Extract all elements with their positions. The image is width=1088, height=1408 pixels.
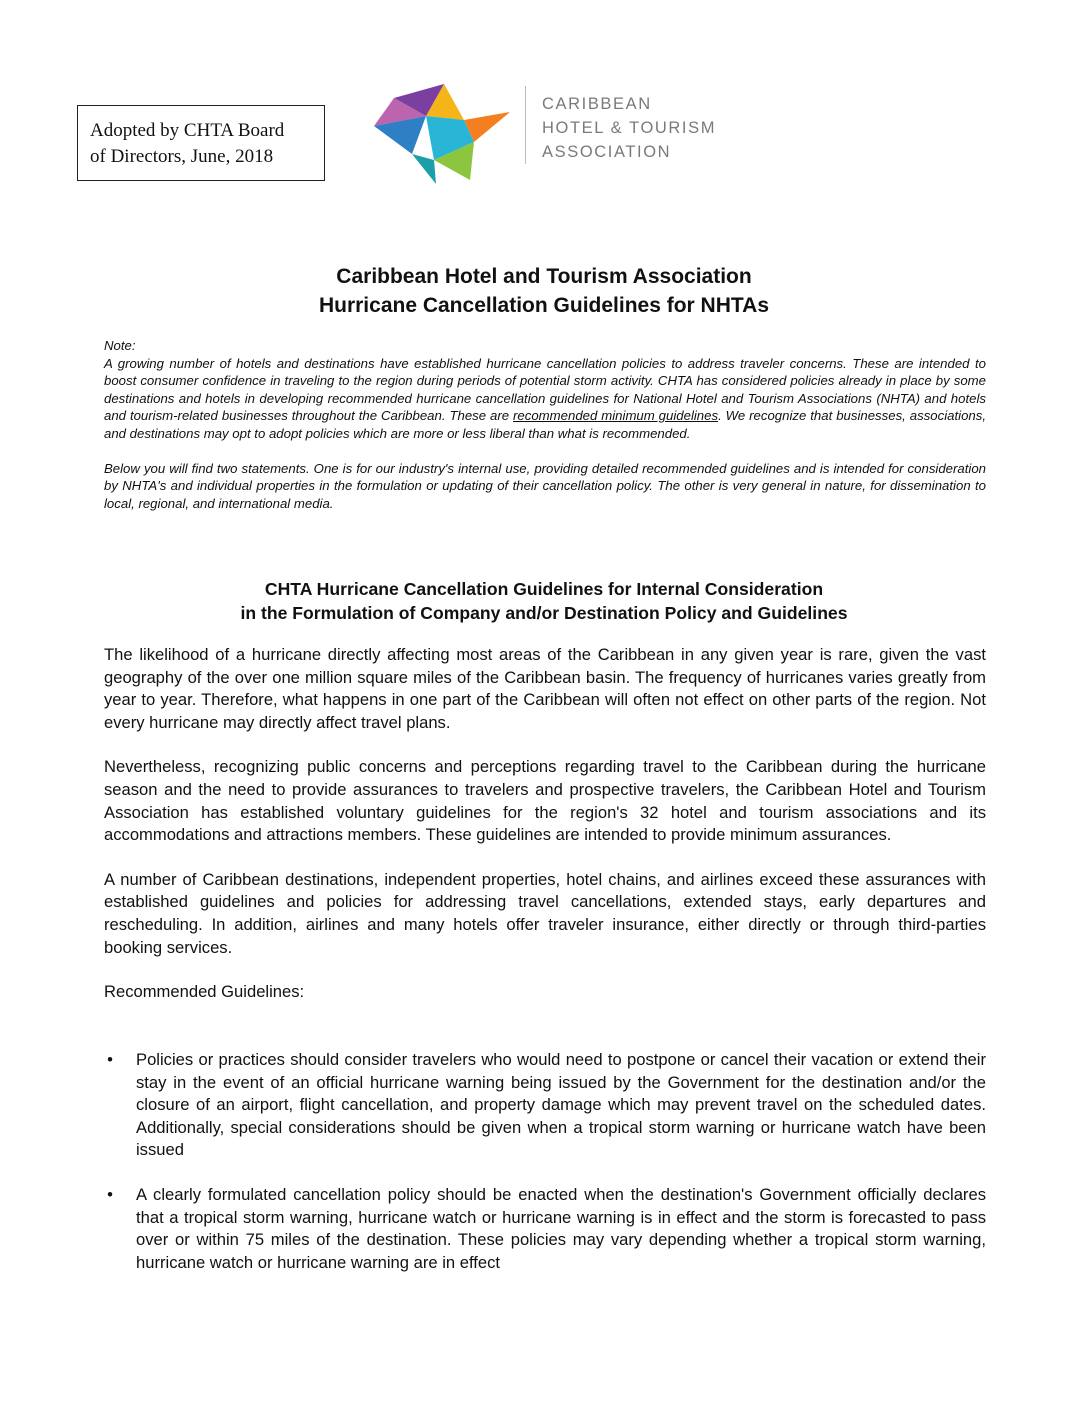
section-body (104, 644, 986, 1026)
logo-wordmark (542, 92, 716, 164)
note-paragraph-1-end: . We recognize that businesses, associations, and destinations may opt to adopt policies which are more or less liberal than what is recommended. (104, 408, 987, 441)
list-item (104, 1184, 986, 1274)
logo-divider (525, 86, 526, 164)
adoption-notice-line-2: of Directors, June, 2018 (90, 146, 274, 167)
adoption-notice-box (77, 105, 325, 181)
section-title (0, 577, 1088, 625)
body-paragraph: Nevertheless, recognizing public concerns and perceptions regarding travel to the Caribbean during the hurricane season and the need to provide assurances to travelers and prospective travelers, the Caribbean Hotel and Tourism Association has established voluntary guidelines for the region's 32 hotel and tourism associations and its accommodations and attractions members. These guidelines are intended to provide minimum assurances. (104, 757, 986, 845)
adoption-notice-line-1: Adopted by CHTA Board (90, 120, 285, 141)
list-item-text: Policies or practices should consider travelers who would need to postpone or cancel their vacation or extend their stay in the event of an official hurricane warning being issued by the Government for the destination and/or the closure of an airport, flight cancellation, and property damage which may prevent travel on the scheduled dates. Additionally, special considerations should be given when a tropical storm warning or hurricane watch have been issued (136, 1050, 986, 1160)
note-section (104, 337, 986, 512)
document-title-line-1: Caribbean Hotel and Tourism Association (336, 265, 752, 288)
document-title (0, 262, 1088, 320)
list-item-text: A clearly formulated cancellation policy should be enacted when the destination's Government officially declares that a tropical storm warning, hurricane watch or hurricane warning is in effect and the storm is forecasted to pass over or within 75 miles of the destination. These policies may vary depending whether a tropical storm warning, hurricane watch or hurricane warning are in effect (136, 1184, 986, 1272)
note-paragraph-1-text: A growing number of hotels and destinations have established hurricane cancellation policies to address traveler concerns. These are intended to boost consumer confidence in traveling to the region during periods of potential storm activity. CHTA has considered policies already in place by some destinations and hotels in developing recommended hurricane cancellation guidelines for National Hotel and Tourism Associations (NHTA) and hotels and tourism-related businesses throughout the Caribbean. These are (104, 355, 986, 424)
list-item (104, 1049, 986, 1162)
document-title-line-2: Hurricane Cancellation Guidelines for NHTAs (318, 294, 770, 317)
note-emphasis-underlined: recommended minimum guidelines (513, 408, 719, 424)
body-paragraph: A number of Caribbean destinations, independent properties, hotel chains, and airlines exceed these assurances with established guidelines and policies for addressing travel cancellations, extended stays, early departures and rescheduling. In addition, airlines and many hotels offer traveler insurance, either directly or through third-parties booking services. (104, 869, 986, 957)
note-paragraph-1 (104, 355, 986, 443)
guidelines-list (104, 1049, 986, 1296)
bullet-icon: • (107, 1050, 113, 1069)
logo-text-line-2: HOTEL & TOURISM (542, 119, 717, 137)
body-paragraph: The likelihood of a hurricane directly affecting most areas of the Caribbean in any given year is rare, given the vast geography of the over one million square miles of the Caribbean basin. The frequency of hurricanes varies greatly from year to year. Therefore, what happens in one part of the Caribbean will often not effect on other parts of the region. Not every hurricane may directly affect travel plans. (104, 645, 986, 732)
recommended-guidelines-heading: Recommended Guidelines: (104, 982, 305, 1002)
note-paragraph-2: Below you will find two statements. One is for our industry's internal use, providing detailed recommended guidelines and is intended for consideration by NHTA's and individual properties in the formulation or updating of their cancellation policy. The other is very general in nature, for dissemination to local, regional, and international media. (104, 460, 986, 511)
chta-star-logo-icon (374, 76, 514, 186)
section-title-line-2: in the Formulation of Company and/or Destination Policy and Guidelines (240, 603, 848, 623)
bullet-icon: • (107, 1184, 113, 1204)
note-label: Note: (104, 338, 136, 353)
logo-text-line-1: CARIBBEAN (542, 95, 652, 113)
logo-text-line-3: ASSOCIATION (542, 143, 672, 161)
section-title-line-1: CHTA Hurricane Cancellation Guidelines for Internal Consideration (264, 579, 824, 599)
